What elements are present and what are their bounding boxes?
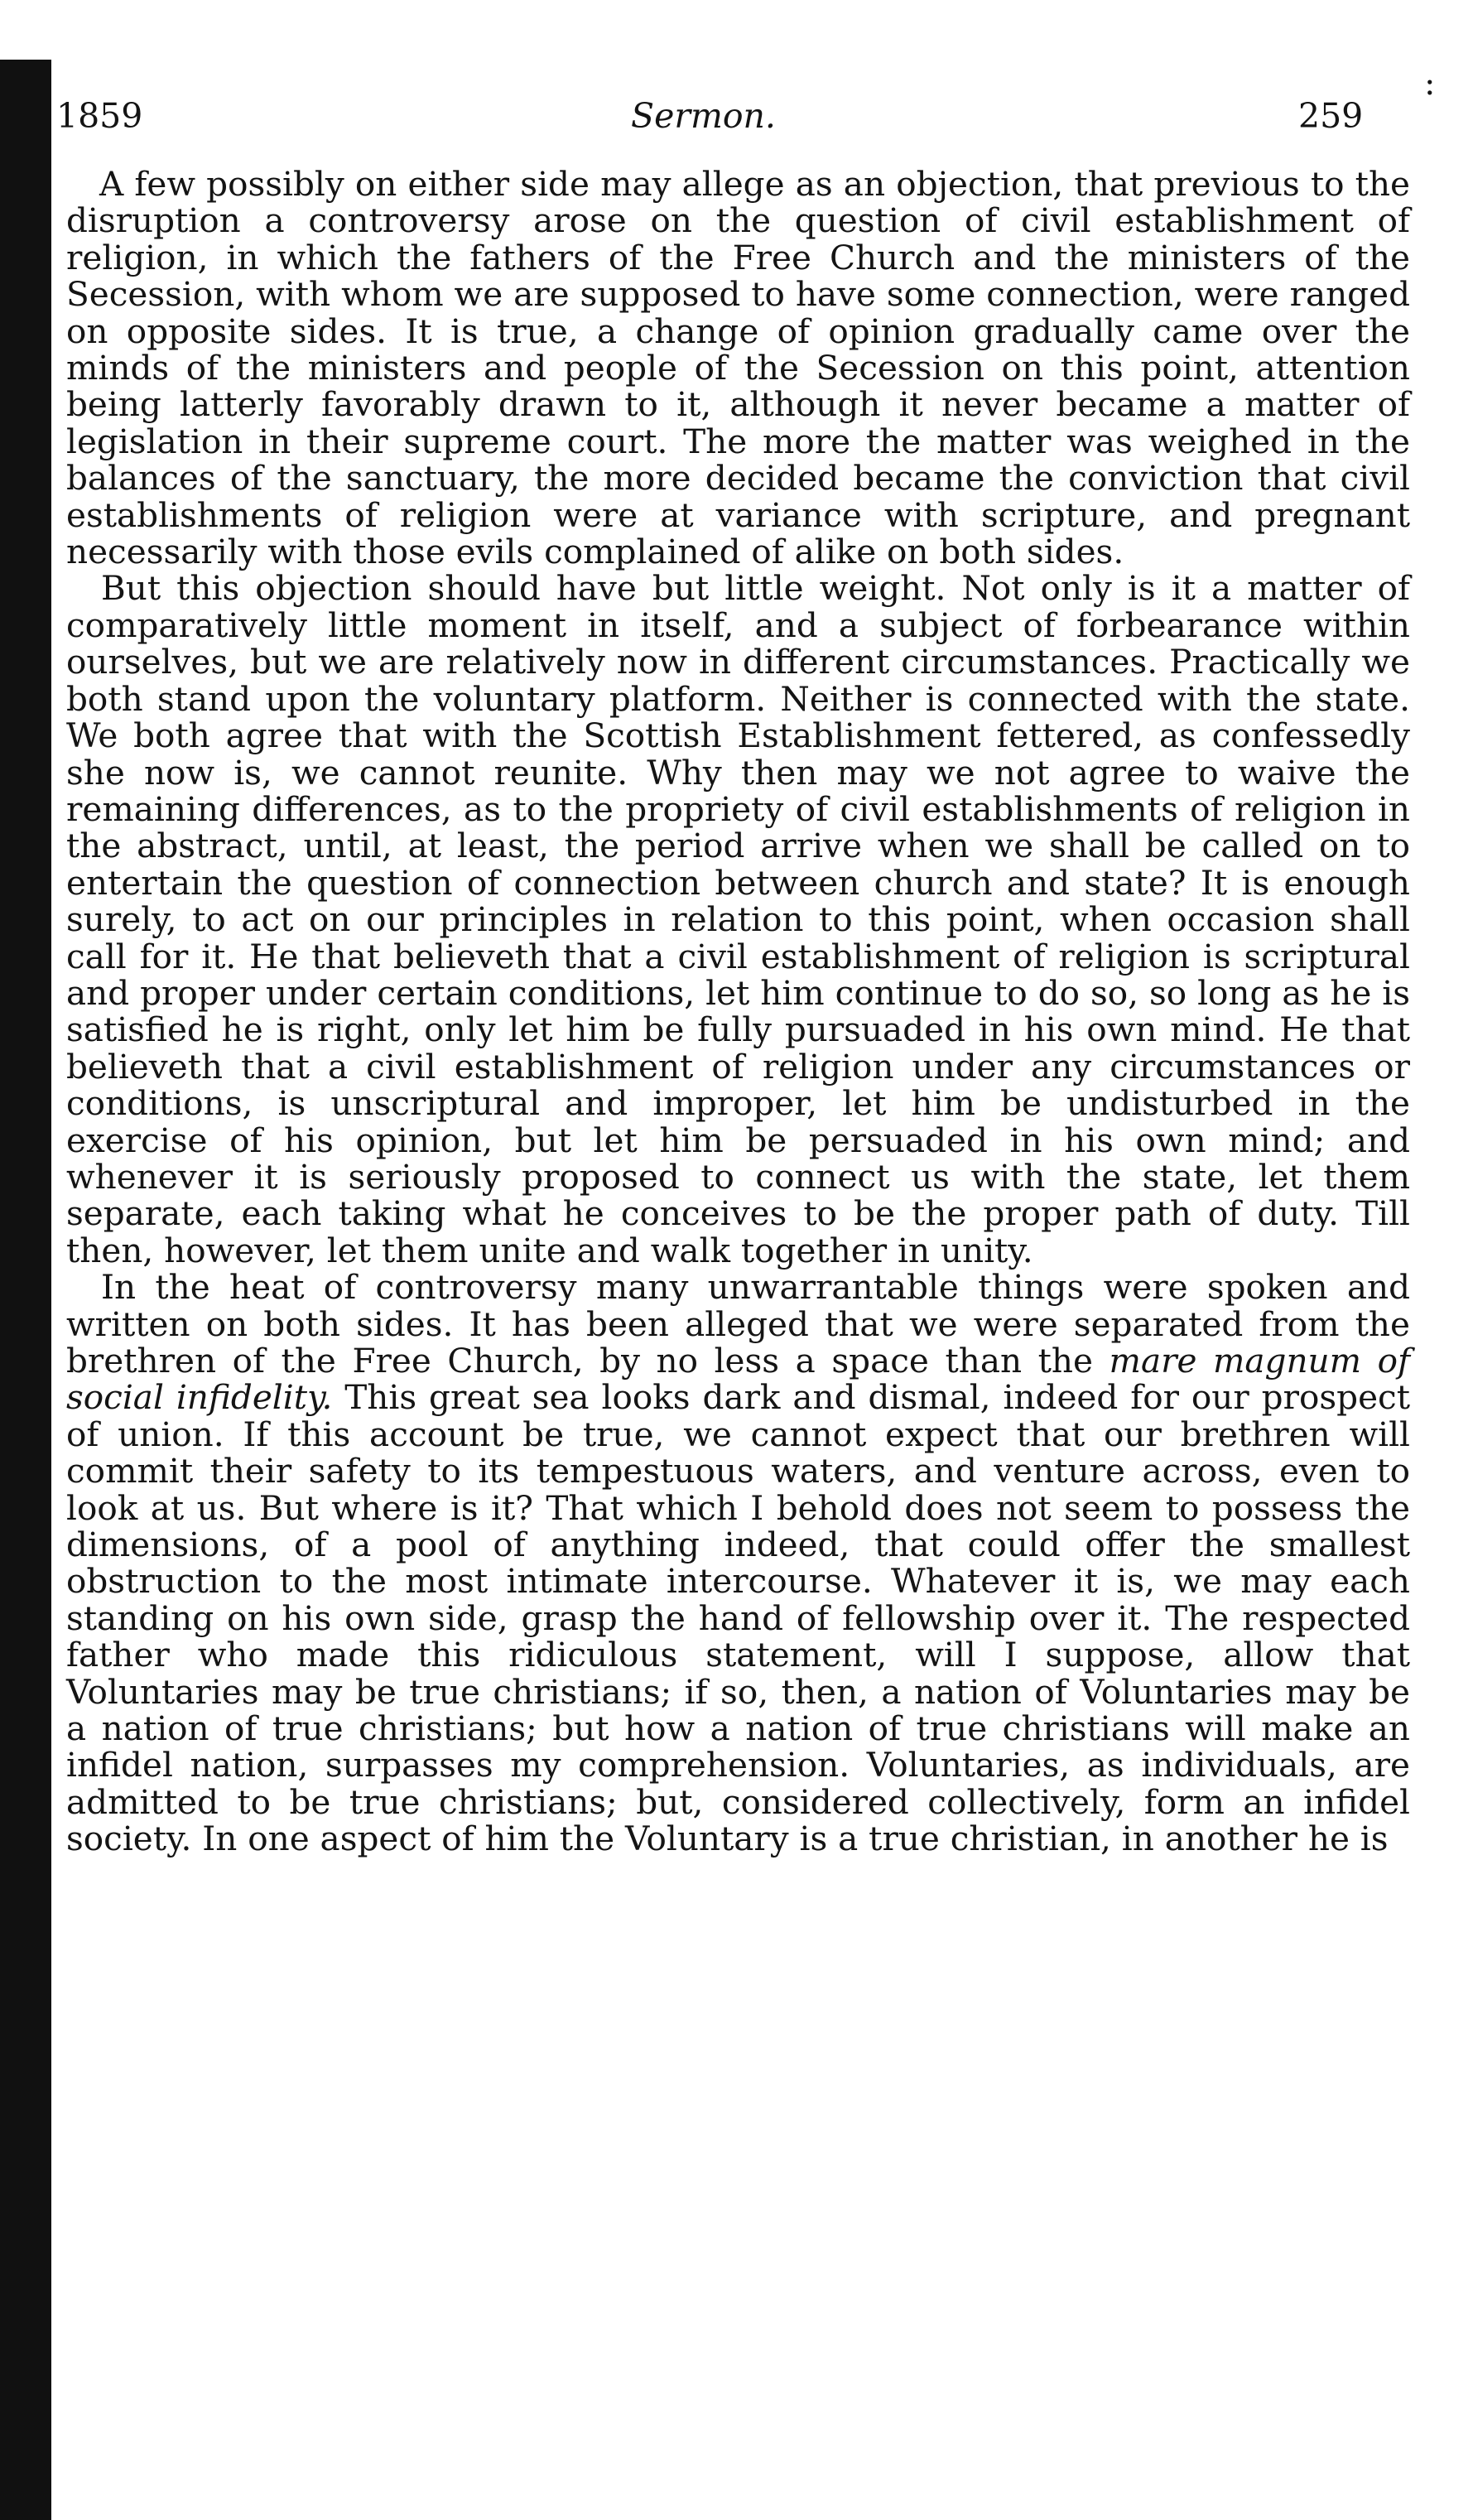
paragraph-reply: But this objection should have but little weight. Not only is it a matter of comparatively little moment in itself, and a subject of forbearance within ourselves, but we are relatively now in different circumstances. Practically we both stand upon the voluntary platform. Neither is connected with the state. We both agree that with the Scottish Establishment fettered, as confessedly she now is, we cannot reunite. Why then may we not agree to waive the remaining differences, as to the propriety of civil establishments of religion in the abstract, until, at least, the period arrive when we shall be called on to entertain the question of connection between church and state? It is enough surely, to act on our principles in relation to this point, when occasion shall call for it. He that believeth that a civil establishment of religion is scriptural and proper under certain conditions, let him continue to do so, so long as he is satisfied he is right, only let him be fully pursuaded in his own mind. He that believeth that a civil establishment of religion under any circumstances or conditions, is unscriptural and improper, let him be undisturbed in the exercise of his opinion, but let him be persuaded in his own mind; and whenever it is seriously proposed to connect us with the state, let them separate, each taking what he conceives to be the proper path of duty. Till then, however, let them unite and walk together in unity. <box>66 568 1410 1270</box>
sermon-text <box>66 166 1410 1857</box>
book-page <box>51 0 1473 2520</box>
page-number: 259 <box>1298 96 1364 136</box>
italic-phrase: mare magnum of social infidelity. <box>66 1341 1410 1418</box>
corner-mark: : <box>1424 65 1436 103</box>
paragraph-objection: A few possibly on either side may allege as an objection, that previous to the disruption a controversy arose on the question of civil establishment of religion, in which the fathers of the Free Church and the ministers of the Secession, with whom we are supposed to have some connection, were ranged on opposite sides. It is true, a change of opinion gradually came over the minds of the ministers and people of the Secession on this point, attention being latterly favorably drawn to it, although it never became a matter of legislation in their supreme court. The more the matter was weighed in the balances of the sanctuary, the more decided became the conviction that civil establishments of religion were at variance with scripture, and pregnant necessarily with those evils complained of alike on both sides. <box>66 164 1410 572</box>
book-binding-edge <box>0 60 51 2520</box>
header-year: 1859 <box>56 96 143 136</box>
paragraph-controversy <box>66 1269 1410 1857</box>
running-header <box>51 65 1436 147</box>
header-title: Sermon. <box>631 96 776 136</box>
paragraph-controversy-start: In the heat of controversy many unwarrantable things were spoken and written on both sides. It has been alleged that we were separated from the brethren of the Free Church, by no less a space than the <box>66 1267 1410 1380</box>
paragraph-controversy-end: This great sea looks dark and dismal, indeed for our prospect of union. If this account be true, we cannot expect that our brethren will commit their safety to its tempestuous waters, and venture across, even to look at us. But where is it? That which I behold does not seem to possess the dimensions, of a pool of anything indeed, that could offer the smallest obstruction to the most intimate intercourse. Whatever it is, we may each standing on his own side, grasp the hand of fellowship over it. The respected father who made this ridiculous statement, will I suppose, allow that Voluntaries may be true christians; if so, then, a nation of Voluntaries may be a nation of true christians; but how a nation of true christians will make an infidel nation, surpasses my comprehension. Voluntaries, as individuals, are admitted to be true christians; but, considered collectively, form an infidel society. In one aspect of him the Voluntary is a true christian, in another he is <box>66 1377 1410 1859</box>
